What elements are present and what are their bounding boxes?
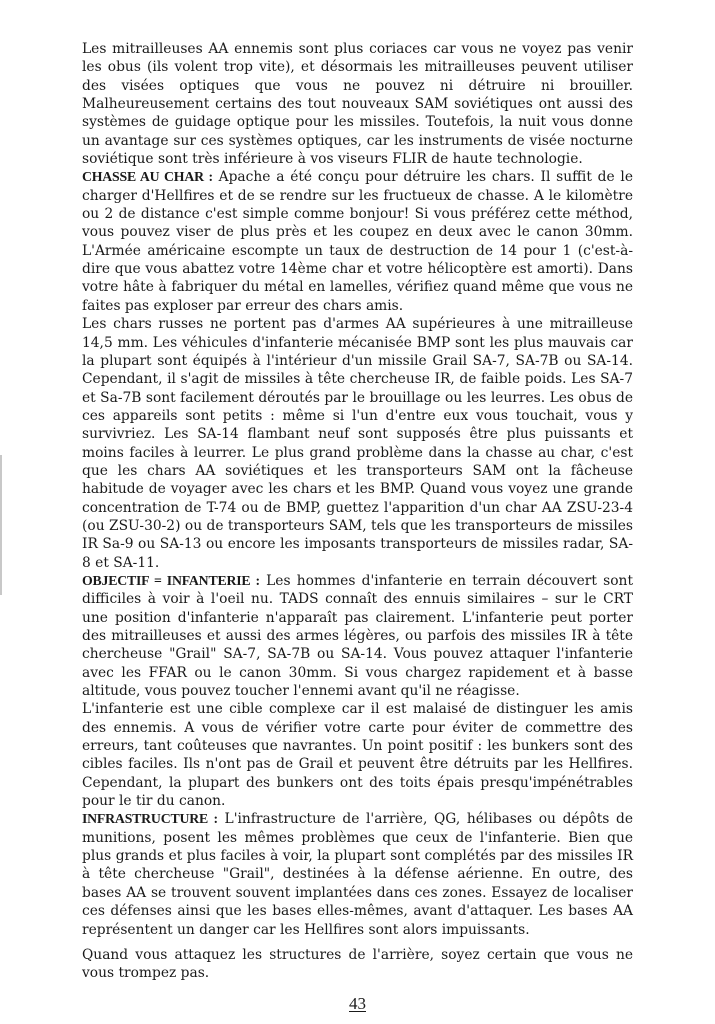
page-number-text: 43 — [349, 994, 366, 1013]
section-heading-tank-hunting: CHASSE AU CHAR : — [82, 169, 213, 185]
paragraph-text: L'infanterie est une cible complexe car il est malaisé de distinguer les amis des ennemis. A vous de vérifier votre carte pour éviter de commettre des erreurs, tant coûteuses que navrantes. Un point positif : les bunkers sont des cibles faciles. Ils n'ont pas de Grail et peuvent être détruits par les Hellfires. Cependant, la plupart des bunkers ont des toits épais presqu'impénétrables pour le tir du canon. — [82, 701, 633, 810]
scan-edge-mark — [0, 455, 2, 595]
section-heading-infrastructure: INFRASTRUCTURE : — [82, 811, 218, 827]
paragraph-text: Les hommes d'infanterie en terrain découvert sont difficiles à voir à l'oeil nu. TADS connaît des ennuis similaires – sur le CRT une position d'infanterie n'apparaît pas clairement. L'infanterie peut porter des mitrailleuses et aussi des armes légères, ou parfois des missiles IR à tête chercheuse "Grail" SA-7, SA-7B ou SA-14. Vous pouvez attaquer l'infanterie avec les FFAR ou le canon 30mm. Si vous chargez rapidement et à basse altitude, vous pouvez toucher l'ennemi avant qu'il ne réagisse. — [82, 572, 633, 700]
paragraph-text: L'infrastructure de l'arrière, QG, hélibases ou dépôts de munitions, posent les mêmes problèmes que ceux de l'infanterie. Bien que plus grands et plus faciles à voir, la plupart sont complétés par des missiles IR à tête chercheuse "Grail", destinées à la défense aérienne. En outre, des bases AA se trouvent souvent implantées dans ces zones. Essayez de localiser ces défenses ainsi que les bases elles-mêmes, avant d'attaquer. Les bases AA représentent un danger car les Hellfires sont alors impuissants. — [82, 811, 633, 938]
paragraph-text: Quand vous attaquez les structures de l'arrière, soyez certain que vous ne vous trompez pas. — [82, 946, 633, 982]
paragraph-text: Les mitrailleuses AA ennemis sont plus coriaces car vous ne voyez pas venir les obus (ils volent trop vite), et désormais les mitrailleuses peuvent utiliser des visées optiques que vous ne pouvez ni détruire ni brouiller. Malheureusement certains des tout nouveaux SAM soviétiques ont aussi des systèmes de guidage optique pour les missiles. Toutefois, la nuit vous donne un avantage sur ces systèmes optiques, car les instruments de visée nocturne soviétique sont très inférieure à vos viseurs FLIR de haute technologie. — [82, 41, 633, 168]
paragraph-russian-tanks — [82, 315, 633, 572]
paragraph-infrastructure — [82, 810, 633, 938]
page-number — [0, 994, 715, 1014]
paragraph-aa-defences — [82, 40, 633, 168]
paragraph-infantry-targets — [82, 700, 633, 810]
document-body — [82, 40, 633, 983]
paragraph-text: Les chars russes ne portent pas d'armes AA supérieures à une mitrailleuse 14,5 mm. Les véhicules d'infanterie mécanisée BMP sont les plus mauvais car la plupart sont équipés à l'intérieur d'un missile Grail SA-7, SA-7B ou SA-14. Cependant, il s'agit de missiles à tête chercheuse IR, de faible poids. Les SA-7 et Sa-7B sont facilement déroutés par le brouillage ou les leurres. Les obus de ces appareils sont petits : même si l'un d'entre eux vous touchait, vous y survivriez. Les SA-14 flambant neuf sont supposés être plus puissants et moins faciles à leurrer. Le plus grand problème dans la chasse au char, c'est que les chars AA soviétiques et les transporteurs SAM ont la fâcheuse habitude de voyager avec les chars et les BMP. Quand vous voyez une grande concentration de T-74 ou de BMP, guettez l'apparition d'un char AA ZSU-23-4 (ou ZSU-30-2) ou de transporteurs SAM, tels que les transporteurs de missiles IR Sa-9 ou SA-13 ou encore les imposants transporteurs de missiles radar, SA-8 et SA-11. — [82, 316, 633, 571]
section-heading-infantry: OBJECTIF = INFANTERIE : — [82, 572, 260, 588]
paragraph-text: Apache a été conçu pour détruire les chars. Il suffit de le charger d'Hellfires et de se rendre sur les fructueux de chasse. A le kilomètre ou 2 de distance c'est simple comme bonjour! Si vous préférez cette méthod, vous pouvez viser de plus près et les coupez en deux avec le canon 30mm. L'Armée américaine escompte un taux de destruction de 14 pour 1 (c'est-à-dire que vous abattez votre 14ème char et votre hélicoptère est amorti). Dans votre hâte à fabriquer du métal en lamelles, vérifiez quand même que vous ne faites pas exploser par erreur des chars amis. — [82, 169, 633, 314]
paragraph-tank-hunting — [82, 168, 633, 315]
paragraph-infantry — [82, 572, 633, 700]
paragraph-rear-structures — [82, 946, 633, 983]
